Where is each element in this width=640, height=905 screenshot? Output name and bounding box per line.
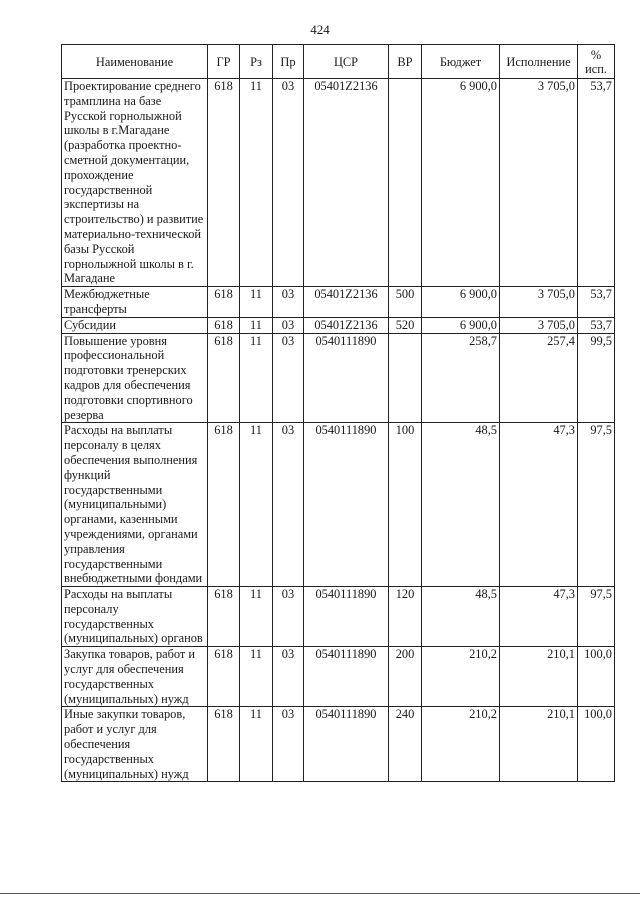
row-rz: 11 xyxy=(240,287,273,318)
row-vr: 120 xyxy=(389,587,422,647)
header-csr: ЦСР xyxy=(304,45,389,79)
row-vr: 500 xyxy=(389,287,422,318)
row-vr: 240 xyxy=(389,707,422,782)
row-budget: 258,7 xyxy=(422,333,500,423)
row-vr: 520 xyxy=(389,317,422,333)
row-execution: 257,4 xyxy=(500,333,578,423)
table-row xyxy=(62,79,615,287)
row-name: Субсидии xyxy=(62,317,208,333)
row-csr: 0540111890 xyxy=(304,333,389,423)
table-header-row xyxy=(62,45,615,79)
row-budget: 48,5 xyxy=(422,423,500,587)
row-pr: 03 xyxy=(273,647,304,707)
row-gr: 618 xyxy=(208,79,240,287)
row-gr: 618 xyxy=(208,587,240,647)
row-budget: 210,2 xyxy=(422,647,500,707)
row-execution: 3 705,0 xyxy=(500,287,578,318)
header-name: Наименование xyxy=(62,45,208,79)
row-name: Проектирование среднего трамплина на базе Русской горнолыжной школы в г.Магадане (разработка проектно-сметной документации, прохождение государственной экспертизы на строительство) и развитие материально-технической базы Русской горнолыжной школы в г. Магадане xyxy=(62,79,208,287)
header-gr: ГР xyxy=(208,45,240,79)
header-percent: % исп. xyxy=(578,45,615,79)
row-percent: 53,7 xyxy=(578,317,615,333)
row-percent: 53,7 xyxy=(578,79,615,287)
row-execution: 210,1 xyxy=(500,647,578,707)
row-gr: 618 xyxy=(208,317,240,333)
row-pr: 03 xyxy=(273,287,304,318)
row-rz: 11 xyxy=(240,587,273,647)
row-budget: 210,2 xyxy=(422,707,500,782)
row-pr: 03 xyxy=(273,587,304,647)
page-number: 424 xyxy=(310,22,330,37)
row-percent: 97,5 xyxy=(578,587,615,647)
row-vr: 100 xyxy=(389,423,422,587)
row-csr: 0540111890 xyxy=(304,707,389,782)
table-row xyxy=(62,707,615,782)
row-rz: 11 xyxy=(240,647,273,707)
row-gr: 618 xyxy=(208,287,240,318)
row-budget: 6 900,0 xyxy=(422,317,500,333)
row-vr xyxy=(389,333,422,423)
row-name: Закупка товаров, работ и услуг для обеспечения государственных (муниципальных) нужд xyxy=(62,647,208,707)
row-pr: 03 xyxy=(273,317,304,333)
row-csr: 05401Z2136 xyxy=(304,79,389,287)
row-gr: 618 xyxy=(208,647,240,707)
page-bottom-rule xyxy=(0,893,640,894)
table-row xyxy=(62,587,615,647)
row-execution: 3 705,0 xyxy=(500,317,578,333)
row-name: Иные закупки товаров, работ и услуг для обеспечения государственных (муниципальных) нужд xyxy=(62,707,208,782)
row-gr: 618 xyxy=(208,707,240,782)
row-csr: 0540111890 xyxy=(304,647,389,707)
row-percent: 100,0 xyxy=(578,647,615,707)
row-vr: 200 xyxy=(389,647,422,707)
row-vr xyxy=(389,79,422,287)
row-rz: 11 xyxy=(240,333,273,423)
header-vr: ВР xyxy=(389,45,422,79)
header-execution: Исполнение xyxy=(500,45,578,79)
row-execution: 47,3 xyxy=(500,587,578,647)
row-budget: 48,5 xyxy=(422,587,500,647)
row-csr: 05401Z2136 xyxy=(304,317,389,333)
header-budget: Бюджет xyxy=(422,45,500,79)
row-execution: 210,1 xyxy=(500,707,578,782)
header-rz: Рз xyxy=(240,45,273,79)
row-rz: 11 xyxy=(240,707,273,782)
row-name: Повышение уровня профессиональной подготовки тренерских кадров для обеспечения подготовки спортивного резерва xyxy=(62,333,208,423)
row-pr: 03 xyxy=(273,79,304,287)
row-name: Расходы на выплаты персоналу государственных (муниципальных) органов xyxy=(62,587,208,647)
table-row xyxy=(62,647,615,707)
row-percent: 97,5 xyxy=(578,423,615,587)
row-name: Межбюджетные трансферты xyxy=(62,287,208,318)
table-row xyxy=(62,317,615,333)
row-budget: 6 900,0 xyxy=(422,287,500,318)
row-execution: 3 705,0 xyxy=(500,79,578,287)
row-rz: 11 xyxy=(240,317,273,333)
row-budget: 6 900,0 xyxy=(422,79,500,287)
table-row xyxy=(62,287,615,318)
row-gr: 618 xyxy=(208,333,240,423)
row-pr: 03 xyxy=(273,333,304,423)
row-csr: 0540111890 xyxy=(304,423,389,587)
table-row xyxy=(62,333,615,423)
row-csr: 0540111890 xyxy=(304,587,389,647)
row-pr: 03 xyxy=(273,707,304,782)
row-percent: 99,5 xyxy=(578,333,615,423)
row-percent: 53,7 xyxy=(578,287,615,318)
header-pr: Пр xyxy=(273,45,304,79)
row-rz: 11 xyxy=(240,79,273,287)
row-name: Расходы на выплаты персоналу в целях обеспечения выполнения функций государственными (муниципальными) органами, казенными учреждениями, органами управления государственными внебюджетными фондами xyxy=(62,423,208,587)
row-rz: 11 xyxy=(240,423,273,587)
row-csr: 05401Z2136 xyxy=(304,287,389,318)
row-pr: 03 xyxy=(273,423,304,587)
row-execution: 47,3 xyxy=(500,423,578,587)
row-gr: 618 xyxy=(208,423,240,587)
row-percent: 100,0 xyxy=(578,707,615,782)
table-row xyxy=(62,423,615,587)
budget-table xyxy=(61,44,615,782)
